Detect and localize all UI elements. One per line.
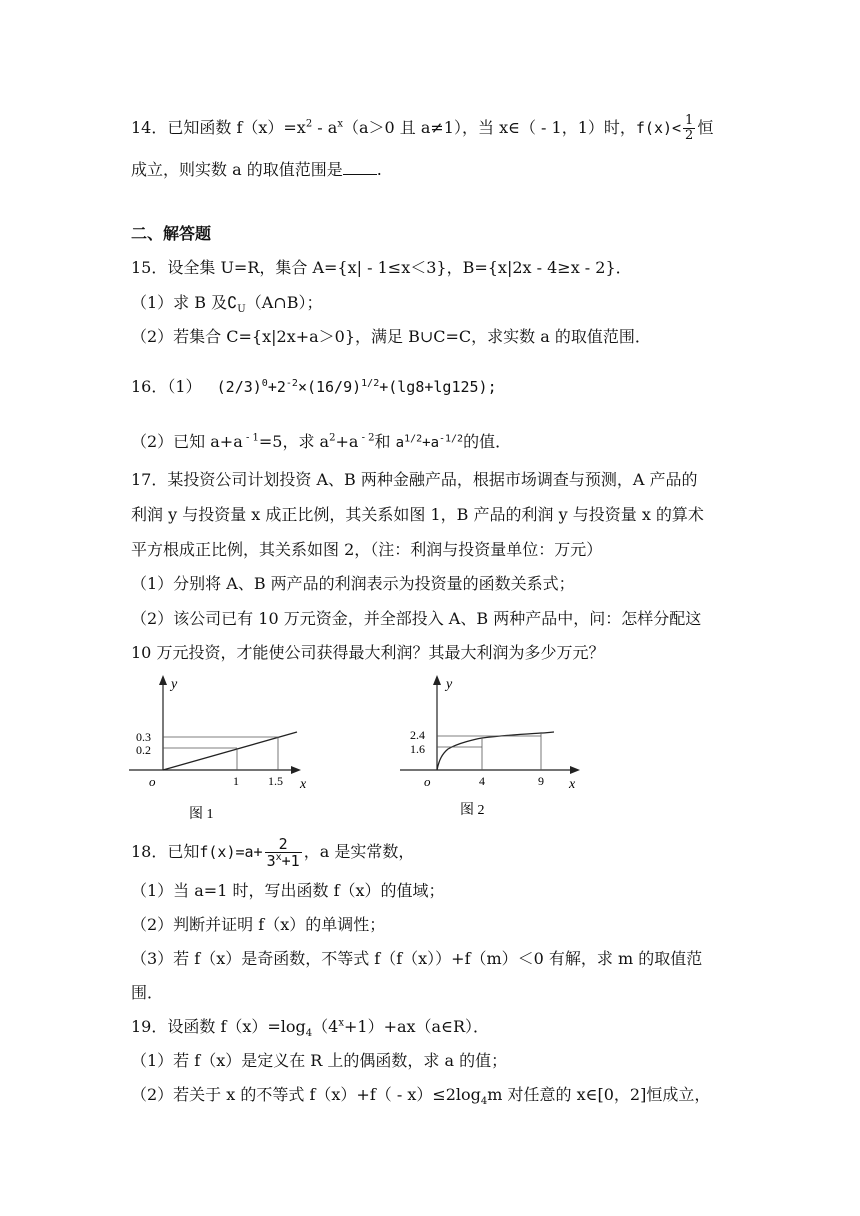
fig2-origin: o <box>424 774 431 789</box>
q14-sup: 2 <box>305 118 313 130</box>
fig2-x-tick: 9 <box>538 774 544 788</box>
q17-line2: 利润 y 与投资量 x 成正比例，其关系如图 1，B 产品的利润 y 与投资量 x 的算术 <box>131 505 704 524</box>
q14-text: 14．已知函数 f（x）=x <box>131 118 306 137</box>
fig1-x-arrow <box>291 766 301 774</box>
q19-part2: （2）若关于 x 的不等式 $f(x)+f( - x)\le 2\log_4m$ 对任意的 x∈[0，2]恒成立， <box>131 1085 711 1108</box>
q18-part3-b: 围． <box>131 983 164 1002</box>
fig1-caption: 图 1 <box>189 807 214 822</box>
fig1-y-label: y <box>171 677 178 692</box>
q14-line2 <box>131 158 382 182</box>
q17-part1: （1）分别将 A、B 两产品的利润表示为投资量的函数关系式； <box>131 574 575 593</box>
q17-line1: 17．某投资公司计划投资 A、B 两种金融产品，根据市场调查与预测，A 产品的 <box>131 470 698 489</box>
q14-text: （a＞0 且 a≠1），当 x∈（ - 1，1）时， <box>342 118 636 137</box>
q15-stem: 15．设全集 U=R，集合 A={x| - 1≤x＜3}，B={x|2x - 4≥x - 2}． <box>131 258 632 277</box>
q19-part1: （1）若 f（x）是定义在 R 上的偶函数，求 a 的值； <box>131 1051 508 1070</box>
q17-part2-a: （2）该公司已有 10 万元资金，并全部投入 A、B 两种产品中，问：怎样分配这 <box>131 609 702 628</box>
q16-part1: 16．（1） $(2/3)^0+2^{-2}\times(16/9)^{1/2}+(\lg 8+\lg 125)$; <box>131 377 497 396</box>
q18-function: f(x)=a+ <box>199 843 263 861</box>
fig1-origin: o <box>149 774 156 789</box>
fig1-x-tick: 1 <box>233 774 239 788</box>
q14-text: . <box>376 160 382 179</box>
fig2-y-tick: 1.6 <box>410 742 425 756</box>
q17-line3: 平方根成正比例，其关系如图 2，（注：利润与投资量单位：万元） <box>131 540 603 559</box>
fig2-x-tick: 4 <box>479 774 485 788</box>
q18-fraction: $\frac{2}{3^x+1}$ <box>266 835 300 870</box>
fig2-y-label: y <box>446 677 453 692</box>
figure-1-graph <box>125 672 310 824</box>
q18-part2: （2）判断并证明 f（x）的单调性； <box>131 915 386 934</box>
section-title: 二、解答题 <box>131 224 212 243</box>
q16-fraction-expression: $a^{1/2}+a^{-1/2}$ <box>395 433 464 451</box>
fig2-y-arrow <box>433 675 441 685</box>
figure-2-graph <box>396 672 588 824</box>
q14-sup: x <box>337 118 343 130</box>
fig1-x-tick: 1.5 <box>268 774 283 788</box>
fig1-line <box>163 732 297 770</box>
q14-text: 恒 <box>697 118 714 137</box>
q14-text: 成立，则实数 a 的取值范围是 <box>131 160 343 179</box>
fig2-x-arrow <box>570 766 580 774</box>
q17-part2-b: 10 万元投资，才能使公司获得最大利润？其最大利润为多少万元？ <box>131 643 605 662</box>
q16-part2: （2）已知 a+a $^{- 1}$=5，求 $a^2+a$ $^{- 2}$和 $a^{1/2}+a^{-1/2}$的值． <box>131 432 512 451</box>
q16-expression: $(2/3)^0+2^{-2}\times(16/9)^{1/2}+(\lg 8+\lg 125)$; <box>216 378 497 396</box>
fig1-y-arrow <box>159 675 167 685</box>
q14-inequality: f(x)< <box>635 119 682 137</box>
fig2-y-tick: 2.4 <box>410 728 425 742</box>
fig2-x-label: x <box>569 777 576 792</box>
fig1-y-tick: 0.3 <box>136 730 151 744</box>
q19-stem: 19．设函数 $f(x)=\log_4(4^x+1)+ax(a\in R)$． <box>131 1017 489 1040</box>
fig1-y-tick: 0.2 <box>136 743 151 757</box>
q15-part1: （1）求 B 及$∁_U(A\cap B)$； <box>131 293 323 316</box>
fig2-caption: 图 2 <box>460 803 485 818</box>
q14-line1 <box>131 114 713 143</box>
q14-text: - a <box>312 118 338 137</box>
q15-part2: （2）若集合 C={x|2x+a＞0}，满足 B∪C=C，求实数 a 的取值范围． <box>131 327 651 346</box>
q18-part1: （1）当 a=1 时，写出函数 f（x）的值域； <box>131 881 445 900</box>
q14-half-fraction: $\frac{1}{2}$ <box>685 113 694 143</box>
q18-stem: 18．已知f(x)=a+ $\frac{2}{3^x+1}$ ，a 是实常数， <box>131 835 415 870</box>
q18-part3-a: （3）若 f（x）是奇函数，不等式 f（f（x））+f（m）＜0 有解，求 m 的取值范 <box>131 949 703 968</box>
fig1-x-label: x <box>300 777 307 792</box>
answer-blank <box>343 158 377 175</box>
fig2-curve <box>437 732 554 770</box>
